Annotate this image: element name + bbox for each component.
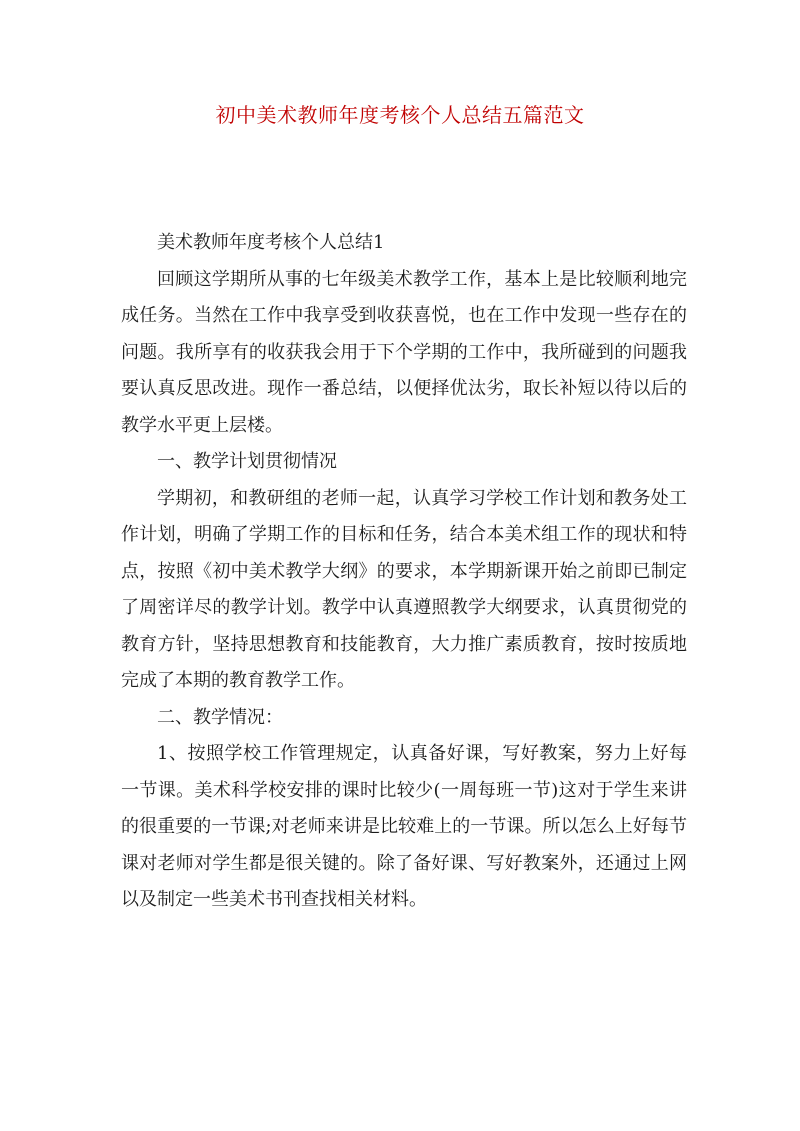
section-heading-teaching: 二、教学情况： xyxy=(157,706,283,728)
paragraph-review: 回顾这学期所从事的七年级美术教学工作，基本上是比较顺利地完成任务。当然在工作中我享受到收获喜悦，也在工作中发现一些存在的问题。我所享有的收获我会用于下个学期的工作中，我所碰到的问题我要认真反思改进。现作一番总结，以便择优汰劣，取长补短以待以后的教学水平更上层楼。 xyxy=(121,268,687,436)
document-body xyxy=(121,225,687,919)
document-title: 初中美术教师年度考核个人总结五篇范文 xyxy=(215,103,585,127)
section-heading-summary-1: 美术教师年度考核个人总结1 xyxy=(157,232,385,253)
paragraph-teaching-1: 1、按照学校工作管理规定，认真备好课，写好教案，努力上好每一节课。美术科学校安排的课时比较少(一周每班一节)这对于学生来讲的很重要的一节课;对老师来讲是比较难上的一节课。所以怎么上好每节课对老师对学生都是很关键的。除了备好课、写好教案外，还通过上网以及制定一些美术书刊查找相关材料。 xyxy=(121,743,687,910)
paragraph-plan: 学期初，和教研组的老师一起，认真学习学校工作计划和教务处工作计划，明确了学期工作的目标和任务，结合本美术组工作的现状和特点，按照《初中美术教学大纲》的要求，本学期新课开始之前即已制定了周密详尽的教学计划。教学中认真遵照教学大纲要求，认真贯彻党的教育方针，坚持思想教育和技能教育，大力推广素质教育，按时按质地完成了本期的教育教学工作。 xyxy=(121,487,687,691)
section-heading-plan: 一、教学计划贯彻情况 xyxy=(157,451,337,472)
